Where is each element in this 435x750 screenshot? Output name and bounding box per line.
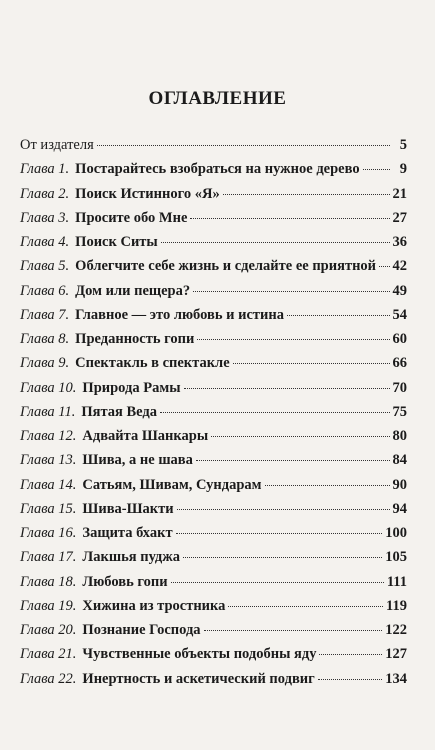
- chapter-title: Просите обо Мне: [75, 209, 188, 226]
- chapter-page-number: 9: [399, 161, 407, 178]
- toc-entry: [20, 574, 407, 598]
- chapter-label: Глава 22.: [20, 670, 77, 687]
- chapter-page-number: 134: [385, 670, 407, 687]
- chapter-page-number: 122: [385, 622, 407, 638]
- toc-entry: [20, 307, 407, 331]
- chapter-title: Пятая Веда: [81, 403, 158, 420]
- toc-page-number: 5: [399, 137, 407, 153]
- chapter-title: Дом или пещера?: [75, 282, 191, 299]
- chapter-label: Глава 3.: [20, 209, 70, 226]
- toc-entry: [20, 428, 407, 452]
- toc-entry: [20, 622, 407, 646]
- chapter-label: Глава 19.: [20, 597, 77, 614]
- chapter-title: Лакшья пуджа: [82, 549, 180, 566]
- dot-leader: [196, 460, 390, 461]
- chapter-page-number: 127: [385, 646, 407, 663]
- chapter-label: Глава 6.: [20, 282, 70, 299]
- toc-entry: [20, 477, 407, 501]
- chapter-label: Глава 7.: [20, 306, 70, 323]
- toc-entry: [20, 283, 407, 307]
- chapter-label: Глава 1.: [20, 161, 70, 178]
- chapter-title: Главное — это любовь и истина: [75, 306, 284, 323]
- toc-entry: [20, 161, 407, 185]
- toc-entry: [20, 646, 407, 670]
- dot-leader: [197, 339, 389, 340]
- toc-entry: [20, 598, 407, 622]
- chapter-label: Глава 10.: [20, 379, 77, 396]
- chapter-page-number: 60: [392, 331, 407, 347]
- dot-leader: [176, 533, 383, 534]
- chapter-label: Глава 4.: [20, 234, 70, 250]
- toc-entry-title: От издателя: [20, 137, 94, 153]
- dot-leader: [287, 315, 390, 316]
- chapter-page-number: 54: [392, 306, 407, 323]
- chapter-title: Шива-Шакти: [82, 500, 174, 517]
- toc-entry: [20, 258, 407, 282]
- dot-leader: [228, 606, 383, 607]
- toc-entry: [20, 404, 407, 428]
- dot-leader: [193, 291, 389, 292]
- toc-entry: [20, 501, 407, 525]
- chapter-page-number: 27: [392, 209, 407, 226]
- chapter-title: Инертность и аскетический подвиг: [82, 670, 315, 687]
- chapter-title: Шива, а не шава: [82, 452, 193, 469]
- chapter-list: [20, 161, 407, 695]
- dot-leader: [160, 412, 389, 413]
- dot-leader: [190, 218, 389, 219]
- dot-leader: [233, 363, 390, 364]
- chapter-label: Глава 17.: [20, 549, 77, 566]
- dot-leader: [379, 266, 389, 267]
- chapter-title: Познание Господа: [82, 622, 201, 638]
- page-title: ОГЛАВЛЕНИЕ: [148, 88, 287, 109]
- dot-leader: [211, 436, 389, 437]
- chapter-page-number: 42: [392, 258, 407, 275]
- chapter-label: Глава 20.: [20, 622, 77, 638]
- chapter-page-number: 21: [392, 185, 407, 202]
- dot-leader: [265, 485, 390, 486]
- toc-entry: [20, 186, 407, 210]
- dot-leader: [184, 388, 390, 389]
- table-of-contents: [20, 137, 407, 695]
- toc-entry: [20, 549, 407, 573]
- chapter-label: Глава 5.: [20, 258, 70, 275]
- chapter-label: Глава 9.: [20, 355, 70, 372]
- chapter-title: Любовь гопи: [82, 573, 168, 590]
- dot-leader: [204, 630, 383, 631]
- chapter-title: Чувственные объекты подобны яду: [82, 646, 317, 663]
- chapter-label: Глава 2.: [20, 185, 70, 202]
- chapter-title: Постарайтесь взобраться на нужное дерево: [75, 161, 360, 178]
- chapter-title: Поиск Истинного «Я»: [75, 185, 220, 202]
- chapter-label: Глава 12.: [20, 428, 77, 444]
- toc-entry-intro: [20, 137, 407, 161]
- chapter-title: Сатьям, Шивам, Сундарам: [82, 476, 262, 493]
- chapter-label: Глава 14.: [20, 476, 77, 493]
- chapter-label: Глава 11.: [20, 403, 76, 420]
- chapter-page-number: 66: [392, 355, 407, 372]
- chapter-title: Облегчите себе жизнь и сделайте ее приятной: [75, 258, 377, 275]
- dot-leader: [223, 194, 390, 195]
- dot-leader: [171, 582, 384, 583]
- chapter-label: Глава 16.: [20, 525, 77, 541]
- dot-leader: [183, 557, 382, 558]
- chapter-title: Поиск Ситы: [75, 234, 158, 250]
- chapter-title: Природа Рамы: [82, 379, 181, 396]
- dot-leader: [177, 509, 390, 510]
- chapter-title: Спектакль в спектакле: [75, 355, 230, 372]
- toc-entry: [20, 355, 407, 379]
- chapter-label: Глава 13.: [20, 452, 77, 469]
- chapter-page-number: 70: [392, 379, 407, 396]
- dot-leader: [97, 145, 390, 146]
- chapter-page-number: 100: [385, 525, 407, 541]
- chapter-page-number: 49: [392, 282, 407, 299]
- toc-entry: [20, 234, 407, 258]
- chapter-page-number: 75: [392, 403, 407, 420]
- dot-leader: [318, 679, 383, 680]
- toc-entry: [20, 210, 407, 234]
- chapter-title: Хижина из тростника: [82, 597, 226, 614]
- toc-entry: [20, 452, 407, 476]
- chapter-page-number: 80: [392, 428, 407, 444]
- chapter-title: Адвайта Шанкары: [82, 428, 209, 444]
- chapter-title: Защита бхакт: [82, 525, 173, 541]
- chapter-page-number: 111: [386, 573, 407, 590]
- toc-entry: [20, 671, 407, 695]
- toc-entry: [20, 525, 407, 549]
- toc-entry: [20, 331, 407, 355]
- chapter-page-number: 105: [385, 549, 407, 566]
- chapter-label: Глава 8.: [20, 331, 70, 347]
- chapter-page-number: 119: [386, 597, 407, 614]
- chapter-page-number: 36: [392, 234, 407, 250]
- chapter-page-number: 90: [392, 476, 407, 493]
- dot-leader: [319, 654, 382, 655]
- chapter-page-number: 84: [392, 452, 407, 469]
- chapter-page-number: 94: [392, 500, 407, 517]
- chapter-label: Глава 18.: [20, 573, 77, 590]
- chapter-title: Преданность гопи: [75, 331, 195, 347]
- chapter-label: Глава 15.: [20, 500, 77, 517]
- chapter-label: Глава 21.: [20, 646, 77, 663]
- dot-leader: [363, 169, 390, 170]
- dot-leader: [161, 242, 390, 243]
- toc-entry: [20, 380, 407, 404]
